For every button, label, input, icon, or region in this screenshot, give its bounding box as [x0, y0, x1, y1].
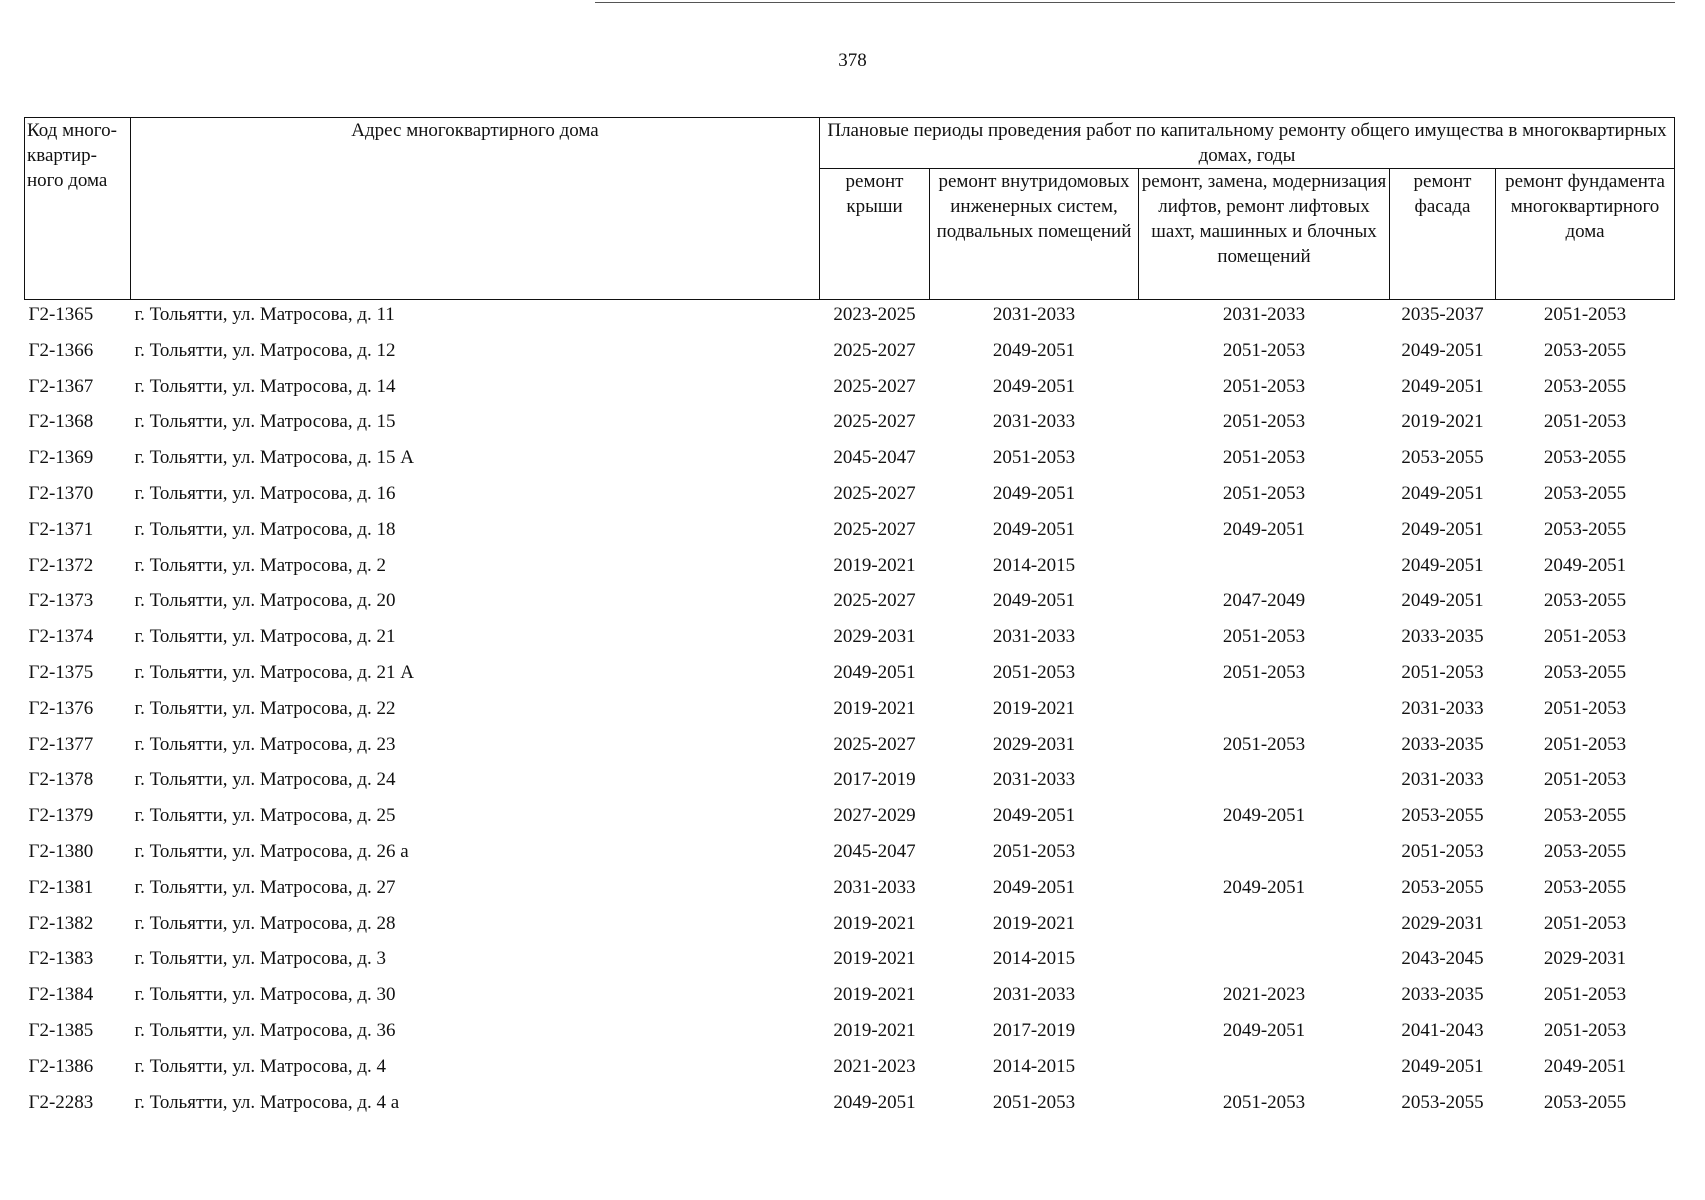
cell-foundation: 2053-2055 — [1543, 375, 1627, 397]
cell-lifts: 2049-2051 — [1222, 805, 1306, 827]
cell-code: Г2-2283 — [28, 1091, 94, 1113]
cell-facade: 2053-2055 — [1401, 876, 1484, 898]
cell-facade: 2041-2043 — [1401, 1019, 1484, 1041]
cell-code: Г2-1369 — [28, 447, 94, 469]
cell-code: Г2-1378 — [28, 769, 94, 791]
cell-lifts: 2049-2051 — [1222, 876, 1306, 898]
cell-facade: 2035-2037 — [1401, 304, 1484, 325]
table-row — [25, 694, 1675, 730]
cell-code: Г2-1370 — [28, 482, 94, 504]
cell-engineering: 2014-2015 — [992, 948, 1076, 970]
table-row — [25, 980, 1675, 1016]
table-row — [25, 658, 1675, 694]
cell-facade: 2049-2051 — [1401, 518, 1484, 540]
cell-lifts — [1139, 765, 1390, 801]
cell-code: Г2-1382 — [28, 912, 94, 934]
cell-engineering: 2029-2031 — [992, 733, 1076, 755]
cell-lifts: 2049-2051 — [1222, 1019, 1306, 1041]
cell-roof: 2019-2021 — [833, 554, 916, 576]
cell-facade: 2049-2051 — [1401, 482, 1484, 504]
cell-lifts — [1139, 944, 1390, 980]
cell-roof: 2027-2029 — [833, 805, 916, 827]
cell-lifts: 2051-2053 — [1222, 339, 1306, 361]
cell-roof: 2023-2025 — [833, 304, 916, 325]
cell-engineering: 2031-2033 — [992, 626, 1076, 648]
cell-facade: 2031-2033 — [1401, 697, 1484, 719]
cell-foundation: 2053-2055 — [1543, 805, 1627, 827]
table-row — [25, 1052, 1675, 1088]
repair-schedule-table — [24, 117, 1675, 1123]
table-header — [25, 118, 1675, 300]
cell-roof: 2025-2027 — [833, 518, 916, 540]
cell-address: г. Тольятти, ул. Матросова, д. 11 — [134, 304, 395, 325]
cell-facade: 2033-2035 — [1401, 626, 1484, 648]
header-engineering: ремонт внутридомовых инженерных систем, подвальных помещений — [930, 169, 1139, 300]
top-rule — [595, 2, 1675, 3]
cell-roof: 2021-2023 — [833, 1055, 916, 1077]
cell-lifts: 2051-2053 — [1222, 733, 1306, 755]
table-row — [25, 372, 1675, 408]
cell-address: г. Тольятти, ул. Матросова, д. 30 — [134, 984, 396, 1006]
cell-code: Г2-1385 — [28, 1019, 94, 1041]
cell-address: г. Тольятти, ул. Матросова, д. 15 А — [134, 447, 414, 469]
cell-roof: 2025-2027 — [833, 482, 916, 504]
cell-foundation: 2053-2055 — [1543, 1091, 1627, 1113]
cell-foundation: 2051-2053 — [1543, 769, 1627, 791]
cell-facade: 2049-2051 — [1401, 590, 1484, 612]
cell-foundation: 2053-2055 — [1543, 339, 1627, 361]
cell-lifts: 2051-2053 — [1222, 1091, 1306, 1113]
page-number: 378 — [838, 50, 867, 71]
cell-address: г. Тольятти, ул. Матросова, д. 21 А — [134, 661, 414, 683]
cell-address: г. Тольятти, ул. Матросова, д. 28 — [134, 912, 396, 934]
cell-code: Г2-1377 — [28, 733, 94, 755]
cell-roof: 2025-2027 — [833, 733, 916, 755]
cell-engineering: 2031-2033 — [992, 411, 1076, 433]
cell-engineering: 2031-2033 — [992, 769, 1076, 791]
cell-address: г. Тольятти, ул. Матросова, д. 12 — [134, 339, 396, 361]
cell-address: г. Тольятти, ул. Матросова, д. 18 — [134, 518, 396, 540]
cell-lifts: 2049-2051 — [1222, 518, 1306, 540]
cell-address: г. Тольятти, ул. Матросова, д. 27 — [134, 876, 396, 898]
cell-address: г. Тольятти, ул. Матросова, д. 14 — [134, 375, 396, 397]
cell-facade: 2029-2031 — [1401, 912, 1484, 934]
cell-lifts: 2051-2053 — [1222, 411, 1306, 433]
cell-code: Г2-1367 — [28, 375, 94, 397]
cell-code: Г2-1381 — [28, 876, 94, 898]
cell-roof: 2025-2027 — [833, 411, 916, 433]
cell-facade: 2049-2051 — [1401, 1055, 1484, 1077]
cell-engineering: 2031-2033 — [992, 984, 1076, 1006]
cell-facade: 2049-2051 — [1401, 375, 1484, 397]
cell-code: Г2-1371 — [28, 518, 94, 540]
cell-code: Г2-1374 — [28, 626, 94, 648]
cell-foundation: 2053-2055 — [1543, 518, 1627, 540]
cell-address: г. Тольятти, ул. Матросова, д. 20 — [134, 590, 396, 612]
cell-address: г. Тольятти, ул. Матросова, д. 36 — [134, 1019, 396, 1041]
cell-code: Г2-1386 — [28, 1055, 94, 1077]
cell-lifts — [1139, 694, 1390, 730]
cell-engineering: 2014-2015 — [992, 554, 1076, 576]
cell-facade: 2033-2035 — [1401, 984, 1484, 1006]
cell-foundation: 2053-2055 — [1543, 876, 1627, 898]
cell-facade: 2049-2051 — [1401, 339, 1484, 361]
cell-code: Г2-1383 — [28, 948, 94, 970]
cell-lifts: 2047-2049 — [1222, 590, 1306, 612]
cell-engineering: 2051-2053 — [992, 840, 1076, 862]
cell-engineering: 2014-2015 — [992, 1055, 1076, 1077]
cell-lifts: 2051-2053 — [1222, 626, 1306, 648]
cell-facade: 2051-2053 — [1401, 840, 1484, 862]
cell-lifts: 2051-2053 — [1222, 482, 1306, 504]
cell-address: г. Тольятти, ул. Матросова, д. 26 а — [134, 840, 409, 862]
header-foundation: ремонт фундамента многоквартирного дома — [1496, 169, 1675, 300]
table-row — [25, 586, 1675, 622]
cell-roof: 2019-2021 — [833, 948, 916, 970]
cell-engineering: 2051-2053 — [992, 447, 1076, 469]
cell-engineering: 2051-2053 — [992, 1091, 1076, 1113]
cell-roof: 2049-2051 — [833, 661, 916, 683]
cell-roof: 2031-2033 — [833, 876, 916, 898]
table-row — [25, 336, 1675, 372]
cell-facade: 2053-2055 — [1401, 1091, 1484, 1113]
cell-lifts — [1139, 551, 1390, 587]
table-row — [25, 407, 1675, 443]
cell-lifts: 2051-2053 — [1222, 447, 1306, 469]
cell-code: Г2-1366 — [28, 339, 94, 361]
cell-engineering: 2051-2053 — [992, 661, 1076, 683]
table-row — [25, 730, 1675, 766]
cell-code: Г2-1379 — [28, 805, 94, 827]
cell-address: г. Тольятти, ул. Матросова, д. 16 — [134, 482, 396, 504]
cell-foundation: 2051-2053 — [1543, 984, 1627, 1006]
table-row — [25, 1016, 1675, 1052]
table-row — [25, 515, 1675, 551]
cell-engineering: 2031-2033 — [992, 304, 1076, 325]
cell-lifts: 2051-2053 — [1222, 661, 1306, 683]
cell-code: Г2-1384 — [28, 984, 94, 1006]
cell-engineering: 2049-2051 — [992, 375, 1076, 397]
cell-foundation: 2051-2053 — [1543, 304, 1627, 325]
cell-code: Г2-1376 — [28, 697, 94, 719]
table-row — [25, 443, 1675, 479]
cell-engineering: 2049-2051 — [992, 590, 1076, 612]
table-row — [25, 909, 1675, 945]
cell-foundation: 2051-2053 — [1543, 733, 1627, 755]
cell-address: г. Тольятти, ул. Матросова, д. 25 — [134, 805, 396, 827]
table-row — [25, 837, 1675, 873]
cell-code: Г2-1373 — [28, 590, 94, 612]
cell-engineering: 2019-2021 — [992, 697, 1076, 719]
cell-engineering: 2049-2051 — [992, 339, 1076, 361]
cell-roof: 2029-2031 — [833, 626, 916, 648]
table-row — [25, 944, 1675, 980]
cell-facade: 2019-2021 — [1401, 411, 1484, 433]
header-address: Адрес многоквартирного дома — [131, 118, 820, 300]
cell-code: Г2-1365 — [28, 304, 94, 325]
cell-address: г. Тольятти, ул. Матросова, д. 4 — [134, 1055, 386, 1077]
cell-engineering: 2049-2051 — [992, 805, 1076, 827]
table-row — [25, 873, 1675, 909]
table-row — [25, 479, 1675, 515]
cell-foundation: 2051-2053 — [1543, 912, 1627, 934]
cell-lifts — [1139, 1052, 1390, 1088]
cell-foundation: 2053-2055 — [1543, 661, 1627, 683]
cell-facade: 2053-2055 — [1401, 447, 1484, 469]
cell-facade: 2043-2045 — [1401, 948, 1484, 970]
cell-roof: 2019-2021 — [833, 984, 916, 1006]
table-row — [25, 300, 1675, 336]
cell-code: Г2-1372 — [28, 554, 94, 576]
cell-facade: 2049-2051 — [1401, 554, 1484, 576]
cell-lifts: 2031-2033 — [1222, 304, 1306, 325]
cell-facade: 2053-2055 — [1401, 805, 1484, 827]
cell-foundation: 2051-2053 — [1543, 1019, 1627, 1041]
header-facade: ремонт фасада — [1390, 169, 1496, 300]
cell-roof: 2025-2027 — [833, 375, 916, 397]
cell-roof: 2019-2021 — [833, 1019, 916, 1041]
cell-address: г. Тольятти, ул. Матросова, д. 3 — [134, 948, 386, 970]
cell-facade: 2033-2035 — [1401, 733, 1484, 755]
header-lifts: ремонт, замена, модернизация лифтов, ремонт лифтовых шахт, машинных и блочных помещений — [1139, 169, 1390, 300]
cell-roof: 2019-2021 — [833, 697, 916, 719]
cell-foundation: 2053-2055 — [1543, 482, 1627, 504]
cell-foundation: 2051-2053 — [1543, 411, 1627, 433]
cell-address: г. Тольятти, ул. Матросова, д. 21 — [134, 626, 396, 648]
cell-foundation: 2051-2053 — [1543, 626, 1627, 648]
cell-roof: 2049-2051 — [833, 1091, 916, 1113]
cell-engineering: 2049-2051 — [992, 518, 1076, 540]
table-body — [25, 300, 1675, 1124]
cell-code: Г2-1375 — [28, 661, 94, 683]
cell-lifts: 2021-2023 — [1222, 984, 1306, 1006]
cell-address: г. Тольятти, ул. Матросова, д. 22 — [134, 697, 396, 719]
cell-facade: 2051-2053 — [1401, 661, 1484, 683]
cell-roof: 2045-2047 — [833, 840, 916, 862]
cell-foundation: 2029-2031 — [1543, 948, 1627, 970]
cell-foundation: 2049-2051 — [1543, 554, 1627, 576]
cell-foundation: 2049-2051 — [1543, 1055, 1627, 1077]
table-row — [25, 801, 1675, 837]
cell-address: г. Тольятти, ул. Матросова, д. 2 — [134, 554, 386, 576]
cell-address: г. Тольятти, ул. Матросова, д. 15 — [134, 411, 396, 433]
cell-address: г. Тольятти, ул. Матросова, д. 4 а — [134, 1091, 400, 1113]
cell-facade: 2031-2033 — [1401, 769, 1484, 791]
cell-code: Г2-1380 — [28, 840, 94, 862]
cell-foundation: 2053-2055 — [1543, 840, 1627, 862]
cell-roof: 2019-2021 — [833, 912, 916, 934]
cell-foundation: 2053-2055 — [1543, 447, 1627, 469]
cell-address: г. Тольятти, ул. Матросова, д. 24 — [134, 769, 396, 791]
cell-engineering: 2017-2019 — [992, 1019, 1076, 1041]
header-code: Код много-квартир-ного дома — [25, 118, 131, 300]
table-row — [25, 551, 1675, 587]
cell-roof: 2045-2047 — [833, 447, 916, 469]
header-roof: ремонт крыши — [820, 169, 930, 300]
table-row — [25, 1088, 1675, 1124]
cell-engineering: 2049-2051 — [992, 482, 1076, 504]
table-row — [25, 622, 1675, 658]
cell-lifts — [1139, 837, 1390, 873]
cell-code: Г2-1368 — [28, 411, 94, 433]
cell-foundation: 2051-2053 — [1543, 697, 1627, 719]
cell-foundation: 2053-2055 — [1543, 590, 1627, 612]
cell-engineering: 2019-2021 — [992, 912, 1076, 934]
header-periods-group: Плановые периоды проведения работ по капитальному ремонту общего имущества в многоквартирных домах, годы — [820, 118, 1675, 169]
cell-roof: 2025-2027 — [833, 339, 916, 361]
cell-roof: 2025-2027 — [833, 590, 916, 612]
cell-address: г. Тольятти, ул. Матросова, д. 23 — [134, 733, 396, 755]
cell-lifts — [1139, 909, 1390, 945]
cell-roof: 2017-2019 — [833, 769, 916, 791]
cell-engineering: 2049-2051 — [992, 876, 1076, 898]
cell-lifts: 2051-2053 — [1222, 375, 1306, 397]
table-row — [25, 765, 1675, 801]
